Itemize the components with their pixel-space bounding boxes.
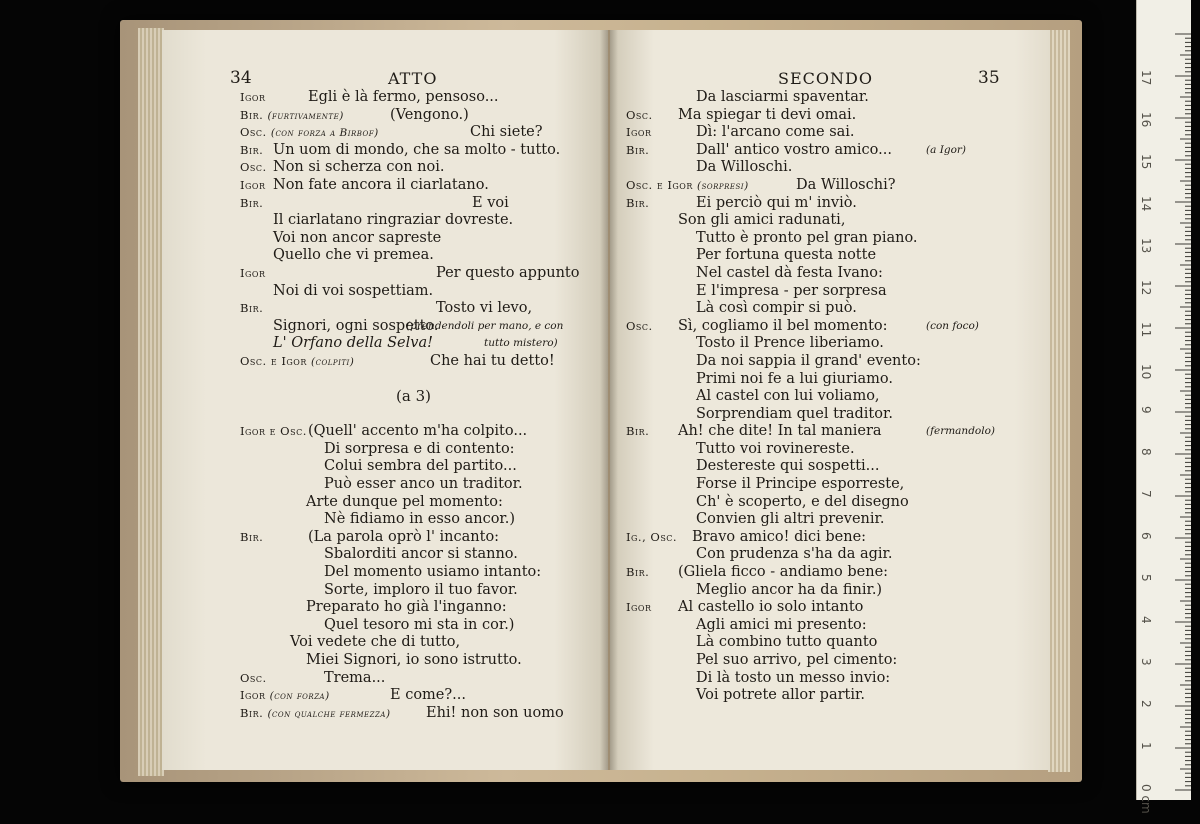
speaker-label: Bir. bbox=[626, 195, 650, 210]
verse-text: Meglio ancor ha da finir.) bbox=[696, 581, 883, 598]
stage-direction: (con qualche fermezza) bbox=[267, 707, 391, 720]
text-line bbox=[626, 177, 986, 195]
verse-text: Un uom di mondo, che sa molto - tutto. bbox=[273, 141, 561, 158]
text-line bbox=[626, 89, 986, 107]
speaker-label: Bir. bbox=[626, 142, 650, 157]
verse-text: Voi non ancor sapreste bbox=[273, 229, 442, 246]
verse-text: Che hai tu detto! bbox=[430, 352, 555, 369]
ruler-number: 0 cm bbox=[1139, 784, 1153, 814]
speaker-label: Bir. bbox=[240, 195, 264, 210]
ruler-number: 9 bbox=[1139, 406, 1153, 414]
stage-direction: (furtivamente) bbox=[267, 109, 344, 122]
verse-text: Ah! che dite! In tal maniera bbox=[678, 423, 882, 440]
verse-text: Voi potrete allor partir. bbox=[696, 687, 865, 704]
speaker-label: Bir. bbox=[626, 565, 650, 580]
verse-text: Ma spiegar ti devi omai. bbox=[678, 106, 857, 123]
text-line bbox=[626, 353, 986, 371]
text-line bbox=[240, 265, 600, 283]
speaker-name bbox=[240, 300, 263, 318]
speaker-name bbox=[240, 529, 263, 547]
verse-text: Tosto il Prence liberiamo. bbox=[696, 335, 884, 352]
speaker-label: Bir. bbox=[240, 107, 264, 122]
verse-text: E come?... bbox=[390, 687, 466, 704]
ruler-number: 3 bbox=[1139, 658, 1153, 666]
page-edges-right bbox=[1048, 30, 1070, 772]
verse-text: Convien gli altri prevenir. bbox=[696, 511, 885, 528]
speaker-name bbox=[626, 599, 652, 617]
text-line bbox=[240, 335, 600, 353]
verse-text: Tutto è pronto pel gran piano. bbox=[696, 229, 918, 246]
left-page-text bbox=[230, 68, 600, 722]
verse-text: Nel castel dà festa Ivano: bbox=[696, 264, 883, 281]
speaker-label: Igor e Osc. bbox=[240, 424, 307, 439]
text-line bbox=[626, 265, 986, 283]
verse-text: Tosto vi levo, bbox=[436, 300, 533, 317]
verse-text: Miei Signori, io sono istrutto. bbox=[306, 652, 522, 668]
stage-direction-right: (fermandolo) bbox=[926, 425, 996, 438]
speaker-name bbox=[626, 423, 649, 441]
ruler-number: 6 bbox=[1139, 532, 1153, 540]
section-heading: (a 3) bbox=[396, 387, 431, 406]
speaker-name bbox=[240, 687, 330, 706]
text-line bbox=[626, 494, 986, 512]
measuring-ruler bbox=[1136, 0, 1191, 814]
text-line bbox=[626, 687, 986, 705]
speaker-label: Igor bbox=[626, 125, 652, 140]
stage-direction-right: (a Igor) bbox=[926, 143, 967, 156]
speaker-name bbox=[240, 423, 307, 441]
text-line bbox=[626, 230, 986, 248]
verse-text: Ch' è scoperto, e del disegno bbox=[696, 493, 909, 510]
verse-text: L' Orfano della Selva! bbox=[273, 335, 433, 352]
ruler-number: 16 bbox=[1139, 112, 1153, 128]
text-line bbox=[240, 89, 600, 107]
verse-text: Forse il Principe esporreste, bbox=[696, 476, 905, 493]
ruler-number: 7 bbox=[1139, 490, 1153, 498]
verse-text: Là così compir si può. bbox=[696, 300, 857, 317]
speaker-label: Osc. bbox=[240, 125, 267, 140]
text-line bbox=[626, 335, 986, 353]
verse-text: E voi bbox=[472, 194, 509, 211]
verse-text: Ehi! non son uomo bbox=[426, 704, 564, 721]
text-line bbox=[626, 195, 986, 213]
speaker-label: Osc. e Igor bbox=[240, 353, 307, 368]
text-line bbox=[626, 388, 986, 406]
speaker-label: Bir. bbox=[240, 529, 264, 544]
text-line bbox=[626, 617, 986, 635]
verse-text: (Vengono.) bbox=[390, 106, 469, 123]
speaker-name bbox=[240, 195, 263, 213]
text-line bbox=[240, 458, 600, 476]
speaker-label: Igor bbox=[240, 688, 266, 703]
verse-text: Può esser anco un traditor. bbox=[324, 476, 523, 493]
book-gutter bbox=[600, 30, 618, 770]
stage-direction: (colpiti) bbox=[311, 355, 355, 368]
text-line bbox=[626, 406, 986, 424]
verse-text: Non si scherza con noi. bbox=[273, 159, 445, 176]
text-line bbox=[240, 283, 600, 301]
text-line bbox=[240, 423, 600, 441]
verse-text: Non fate ancora il ciarlatano. bbox=[273, 176, 489, 193]
text-line bbox=[240, 159, 600, 177]
verse-text: Destereste qui sospetti... bbox=[696, 458, 880, 475]
verse-text: Tutto voi rovinereste. bbox=[696, 440, 855, 457]
verse-text: Di sorpresa e di contento: bbox=[324, 440, 515, 457]
ruler-number: 2 bbox=[1139, 700, 1153, 708]
text-line bbox=[240, 406, 600, 424]
text-line bbox=[240, 687, 600, 705]
text-line bbox=[626, 124, 986, 142]
verse-text: Da Willoschi? bbox=[796, 176, 896, 193]
left-page-header bbox=[230, 68, 600, 88]
speaker-label: Bir. bbox=[626, 424, 650, 439]
text-line bbox=[240, 599, 600, 617]
verse-text: Da Willoschi. bbox=[696, 159, 793, 176]
text-line bbox=[626, 599, 986, 617]
text-line bbox=[626, 247, 986, 265]
speaker-name bbox=[240, 265, 266, 283]
text-line bbox=[626, 511, 986, 529]
stage-direction: (sorpresi) bbox=[697, 179, 749, 192]
text-line bbox=[240, 371, 600, 389]
text-line bbox=[626, 107, 986, 125]
verse-text: Son gli amici radunati, bbox=[678, 212, 846, 229]
speaker-label: Bir. bbox=[240, 301, 264, 316]
speaker-label: Osc. bbox=[626, 107, 653, 122]
text-line bbox=[626, 529, 986, 547]
text-line bbox=[240, 142, 600, 160]
speaker-name bbox=[240, 159, 267, 177]
text-line bbox=[240, 546, 600, 564]
ruler-number: 11 bbox=[1139, 322, 1153, 338]
verse-text: Trema... bbox=[324, 669, 386, 686]
verse-text: Di là tosto un messo invio: bbox=[696, 669, 891, 686]
text-line bbox=[626, 142, 986, 160]
speaker-label: Osc. bbox=[626, 318, 653, 333]
stage-direction: (con forza a Birbof) bbox=[270, 127, 379, 140]
verse-text: Arte dunque pel momento: bbox=[306, 493, 503, 510]
speaker-name bbox=[240, 89, 266, 107]
speaker-name bbox=[240, 177, 266, 195]
left-page bbox=[162, 30, 608, 770]
page-edges-left bbox=[138, 28, 164, 776]
text-line bbox=[626, 283, 986, 301]
text-line bbox=[240, 212, 600, 230]
text-line bbox=[240, 511, 600, 529]
stage-direction: (con forza) bbox=[269, 690, 330, 703]
text-line bbox=[240, 107, 600, 125]
speaker-name bbox=[626, 529, 677, 547]
text-line bbox=[626, 652, 986, 670]
right-page bbox=[610, 30, 1050, 770]
verse-text: Sorprendiam quel traditor. bbox=[696, 405, 893, 422]
text-line bbox=[240, 494, 600, 512]
verse-text: Per fortuna questa notte bbox=[696, 247, 877, 264]
speaker-name bbox=[626, 564, 649, 582]
text-line bbox=[240, 529, 600, 547]
speaker-name bbox=[626, 107, 653, 125]
right-page-number: 35 bbox=[978, 68, 1000, 88]
verse-text: Sbalorditi ancor si stanno. bbox=[324, 546, 518, 563]
text-line bbox=[626, 670, 986, 688]
verse-text: Quello che vi premea. bbox=[273, 247, 434, 264]
text-line bbox=[626, 564, 986, 582]
text-line bbox=[240, 124, 600, 142]
speaker-label: Igor bbox=[626, 600, 652, 615]
left-page-running-head: ATTO bbox=[388, 69, 438, 88]
text-line bbox=[240, 705, 600, 723]
text-line bbox=[240, 195, 600, 213]
verse-text: Con prudenza s'ha da agir. bbox=[696, 546, 893, 563]
verse-text: Da lasciarmi spaventar. bbox=[696, 89, 869, 105]
text-line bbox=[240, 247, 600, 265]
speaker-label: Osc. bbox=[240, 670, 267, 685]
speaker-label: Igor bbox=[240, 177, 266, 192]
speaker-name bbox=[240, 124, 379, 143]
text-line bbox=[240, 564, 600, 582]
text-line bbox=[240, 441, 600, 459]
speaker-label: Igor bbox=[240, 265, 266, 280]
verse-text: Dall' antico vostro amico... bbox=[696, 141, 892, 158]
verse-text: Chi siete? bbox=[470, 124, 543, 141]
text-line bbox=[626, 458, 986, 476]
speaker-name bbox=[240, 353, 354, 372]
verse-text: Del momento usiamo intanto: bbox=[324, 564, 542, 581]
verse-text: Colui sembra del partito... bbox=[324, 458, 517, 475]
verse-text: Per questo appunto bbox=[436, 264, 580, 281]
verse-text: Voi vedete che di tutto, bbox=[290, 634, 461, 651]
speaker-label: Bir. bbox=[240, 705, 264, 720]
text-line bbox=[626, 212, 986, 230]
verse-text: Il ciarlatano ringraziar dovreste. bbox=[273, 212, 514, 229]
speaker-name bbox=[626, 318, 653, 336]
verse-text: Da noi sappia il grand' evento: bbox=[696, 352, 921, 369]
verse-text: Sì, cogliamo il bel momento: bbox=[678, 317, 888, 334]
ruler-number: 10 bbox=[1139, 364, 1153, 380]
verse-text: Dì: l'arcano come sai. bbox=[696, 124, 855, 141]
text-line bbox=[626, 318, 986, 336]
right-page-header bbox=[626, 68, 1000, 88]
text-line bbox=[626, 476, 986, 494]
left-page-lines bbox=[240, 89, 600, 722]
ruler-number: 4 bbox=[1139, 616, 1153, 624]
speaker-label: Ig., Osc. bbox=[626, 529, 678, 544]
verse-text: Primi noi fe a lui giuriamo. bbox=[696, 370, 893, 387]
text-line bbox=[626, 441, 986, 459]
speaker-name bbox=[240, 670, 267, 688]
stage-direction-right: (con foco) bbox=[926, 319, 979, 332]
ruler-number: 17 bbox=[1139, 70, 1153, 86]
text-line bbox=[240, 476, 600, 494]
text-line bbox=[626, 371, 986, 389]
verse-text: Ei perciò qui m' inviò. bbox=[696, 194, 857, 211]
verse-text: Quel tesoro mi sta in cor.) bbox=[324, 616, 515, 633]
ruler-number: 8 bbox=[1139, 448, 1153, 456]
ruler-number: 5 bbox=[1139, 574, 1153, 582]
stage-direction-right: (prendendoli per mano, e con bbox=[406, 319, 564, 332]
stage-direction-right: tutto mistero) bbox=[484, 337, 558, 350]
verse-text: Nè fidiamo in esso ancor.) bbox=[324, 511, 516, 528]
verse-text: (Quell' accento m'ha colpito... bbox=[308, 423, 528, 440]
text-line bbox=[240, 670, 600, 688]
verse-text: Agli amici mi presento: bbox=[696, 616, 867, 633]
verse-text: Al castel con lui voliamo, bbox=[696, 388, 880, 405]
verse-text: Al castello io solo intanto bbox=[678, 599, 864, 616]
text-line bbox=[240, 617, 600, 635]
ruler-number: 12 bbox=[1139, 280, 1153, 296]
speaker-name bbox=[626, 142, 649, 160]
text-line bbox=[626, 159, 986, 177]
ruler-number: 15 bbox=[1139, 154, 1153, 170]
text-line bbox=[240, 634, 600, 652]
right-page-running-head: SECONDO bbox=[778, 69, 873, 88]
text-line bbox=[626, 546, 986, 564]
ruler-number: 14 bbox=[1139, 196, 1153, 212]
text-line bbox=[240, 388, 600, 406]
right-page-text bbox=[626, 68, 1000, 705]
speaker-name bbox=[240, 142, 263, 160]
speaker-label: Osc. bbox=[240, 160, 267, 175]
verse-text: Sorte, imploro il tuo favor. bbox=[324, 581, 518, 598]
text-line bbox=[240, 177, 600, 195]
speaker-name bbox=[240, 705, 391, 724]
text-line bbox=[240, 582, 600, 600]
verse-text: Noi di voi sospettiam. bbox=[273, 282, 434, 299]
text-line bbox=[240, 318, 600, 336]
speaker-label: Osc. e Igor bbox=[626, 177, 693, 192]
verse-text: Là combino tutto quanto bbox=[696, 634, 878, 651]
verse-text: Preparato ho già l'inganno: bbox=[306, 599, 507, 616]
verse-text: Egli è là fermo, pensoso... bbox=[308, 89, 499, 105]
verse-text: E l'impresa - per sorpresa bbox=[696, 282, 887, 299]
text-line bbox=[240, 230, 600, 248]
verse-text: Bravo amico! dici bene: bbox=[692, 528, 867, 545]
speaker-name bbox=[240, 107, 344, 126]
ruler-number: 1 bbox=[1139, 742, 1153, 750]
text-line bbox=[626, 634, 986, 652]
verse-text: Signori, ogni sospetto. bbox=[273, 317, 439, 334]
text-line bbox=[240, 652, 600, 670]
text-line bbox=[626, 423, 996, 441]
speaker-name bbox=[626, 195, 649, 213]
left-page-number: 34 bbox=[230, 68, 252, 88]
text-line bbox=[240, 300, 600, 318]
speaker-label: Igor bbox=[240, 90, 266, 104]
ruler-number: 13 bbox=[1139, 238, 1153, 254]
speaker-label: Bir. bbox=[240, 142, 264, 157]
right-page-lines bbox=[626, 89, 996, 705]
verse-text: (La parola oprò l' incanto: bbox=[308, 528, 500, 545]
text-line bbox=[626, 582, 986, 600]
verse-text: Pel suo arrivo, pel cimento: bbox=[696, 652, 898, 668]
text-line bbox=[240, 353, 600, 371]
speaker-name bbox=[626, 177, 749, 196]
verse-text: (Gliela ficco - andiamo bene: bbox=[678, 564, 889, 581]
speaker-name bbox=[626, 124, 652, 142]
text-line bbox=[626, 300, 986, 318]
